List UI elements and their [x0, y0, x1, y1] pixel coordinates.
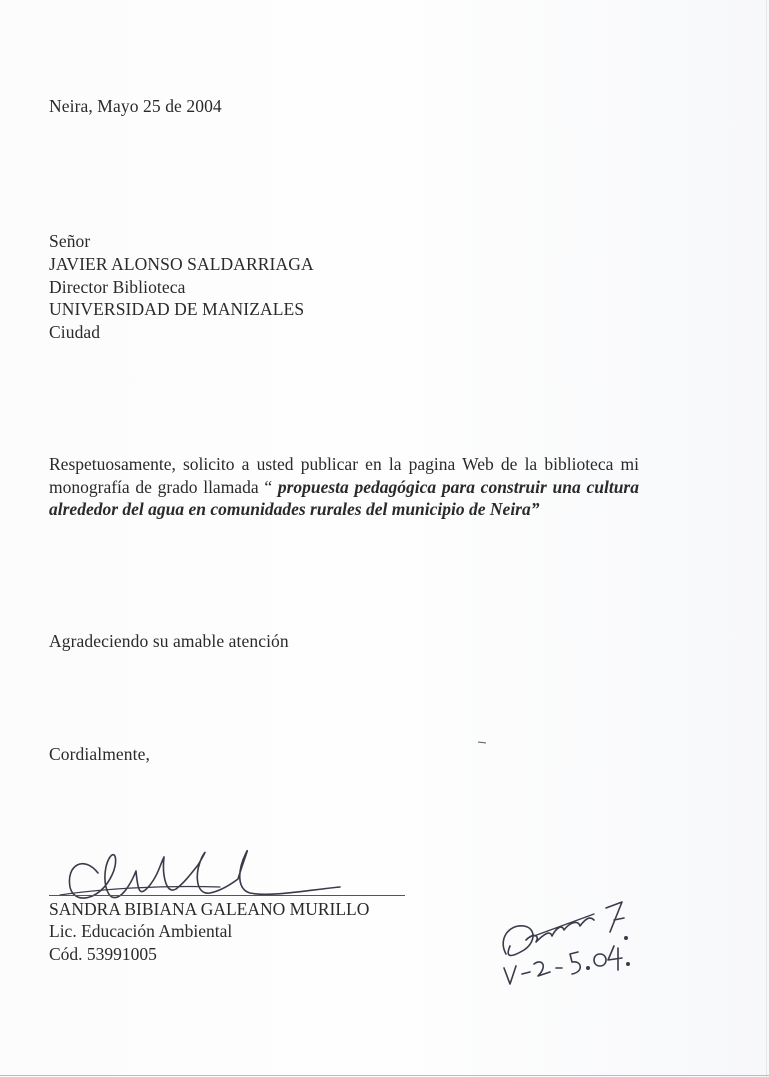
closing-line: Agradeciendo su amable atención — [49, 631, 289, 651]
recipient-salutation: Señor — [49, 231, 91, 251]
scan-edge — [766, 0, 767, 1077]
signature-line — [49, 895, 405, 896]
received-handwritten-note — [490, 880, 640, 990]
scan-speck — [478, 741, 486, 744]
recipient-city: Ciudad — [49, 322, 101, 343]
scan-bottom-border — [0, 1075, 769, 1076]
signer-id: Cód. 53991005 — [49, 943, 157, 964]
recipient-institution: UNIVERSIDAD DE MANIZALES — [49, 299, 305, 320]
recipient-position: Director Biblioteca — [49, 276, 186, 297]
signer-name: SANDRA BIBIANA GALEANO MURILLO — [49, 899, 370, 919]
letter-date: Neira, Mayo 25 de 2004 — [49, 96, 222, 116]
signer-title: Lic. Educación Ambiental — [49, 921, 233, 942]
monograph-title: propuesta pedagógica para construir una cultura alrededor del agua en comunidades rurales del municipio de Neira” — [49, 476, 639, 520]
recipient-block — [49, 230, 314, 344]
signer-block — [49, 898, 369, 965]
letter-body — [49, 453, 639, 521]
recipient-name: JAVIER ALONSO SALDARRIAGA — [49, 253, 314, 274]
body-intro: Respetuosamente, solicito a usted publicar en la pagina Web de la biblioteca mi monografía de grado llamada “ — [49, 454, 639, 497]
salutation: Cordialmente, — [49, 744, 150, 764]
